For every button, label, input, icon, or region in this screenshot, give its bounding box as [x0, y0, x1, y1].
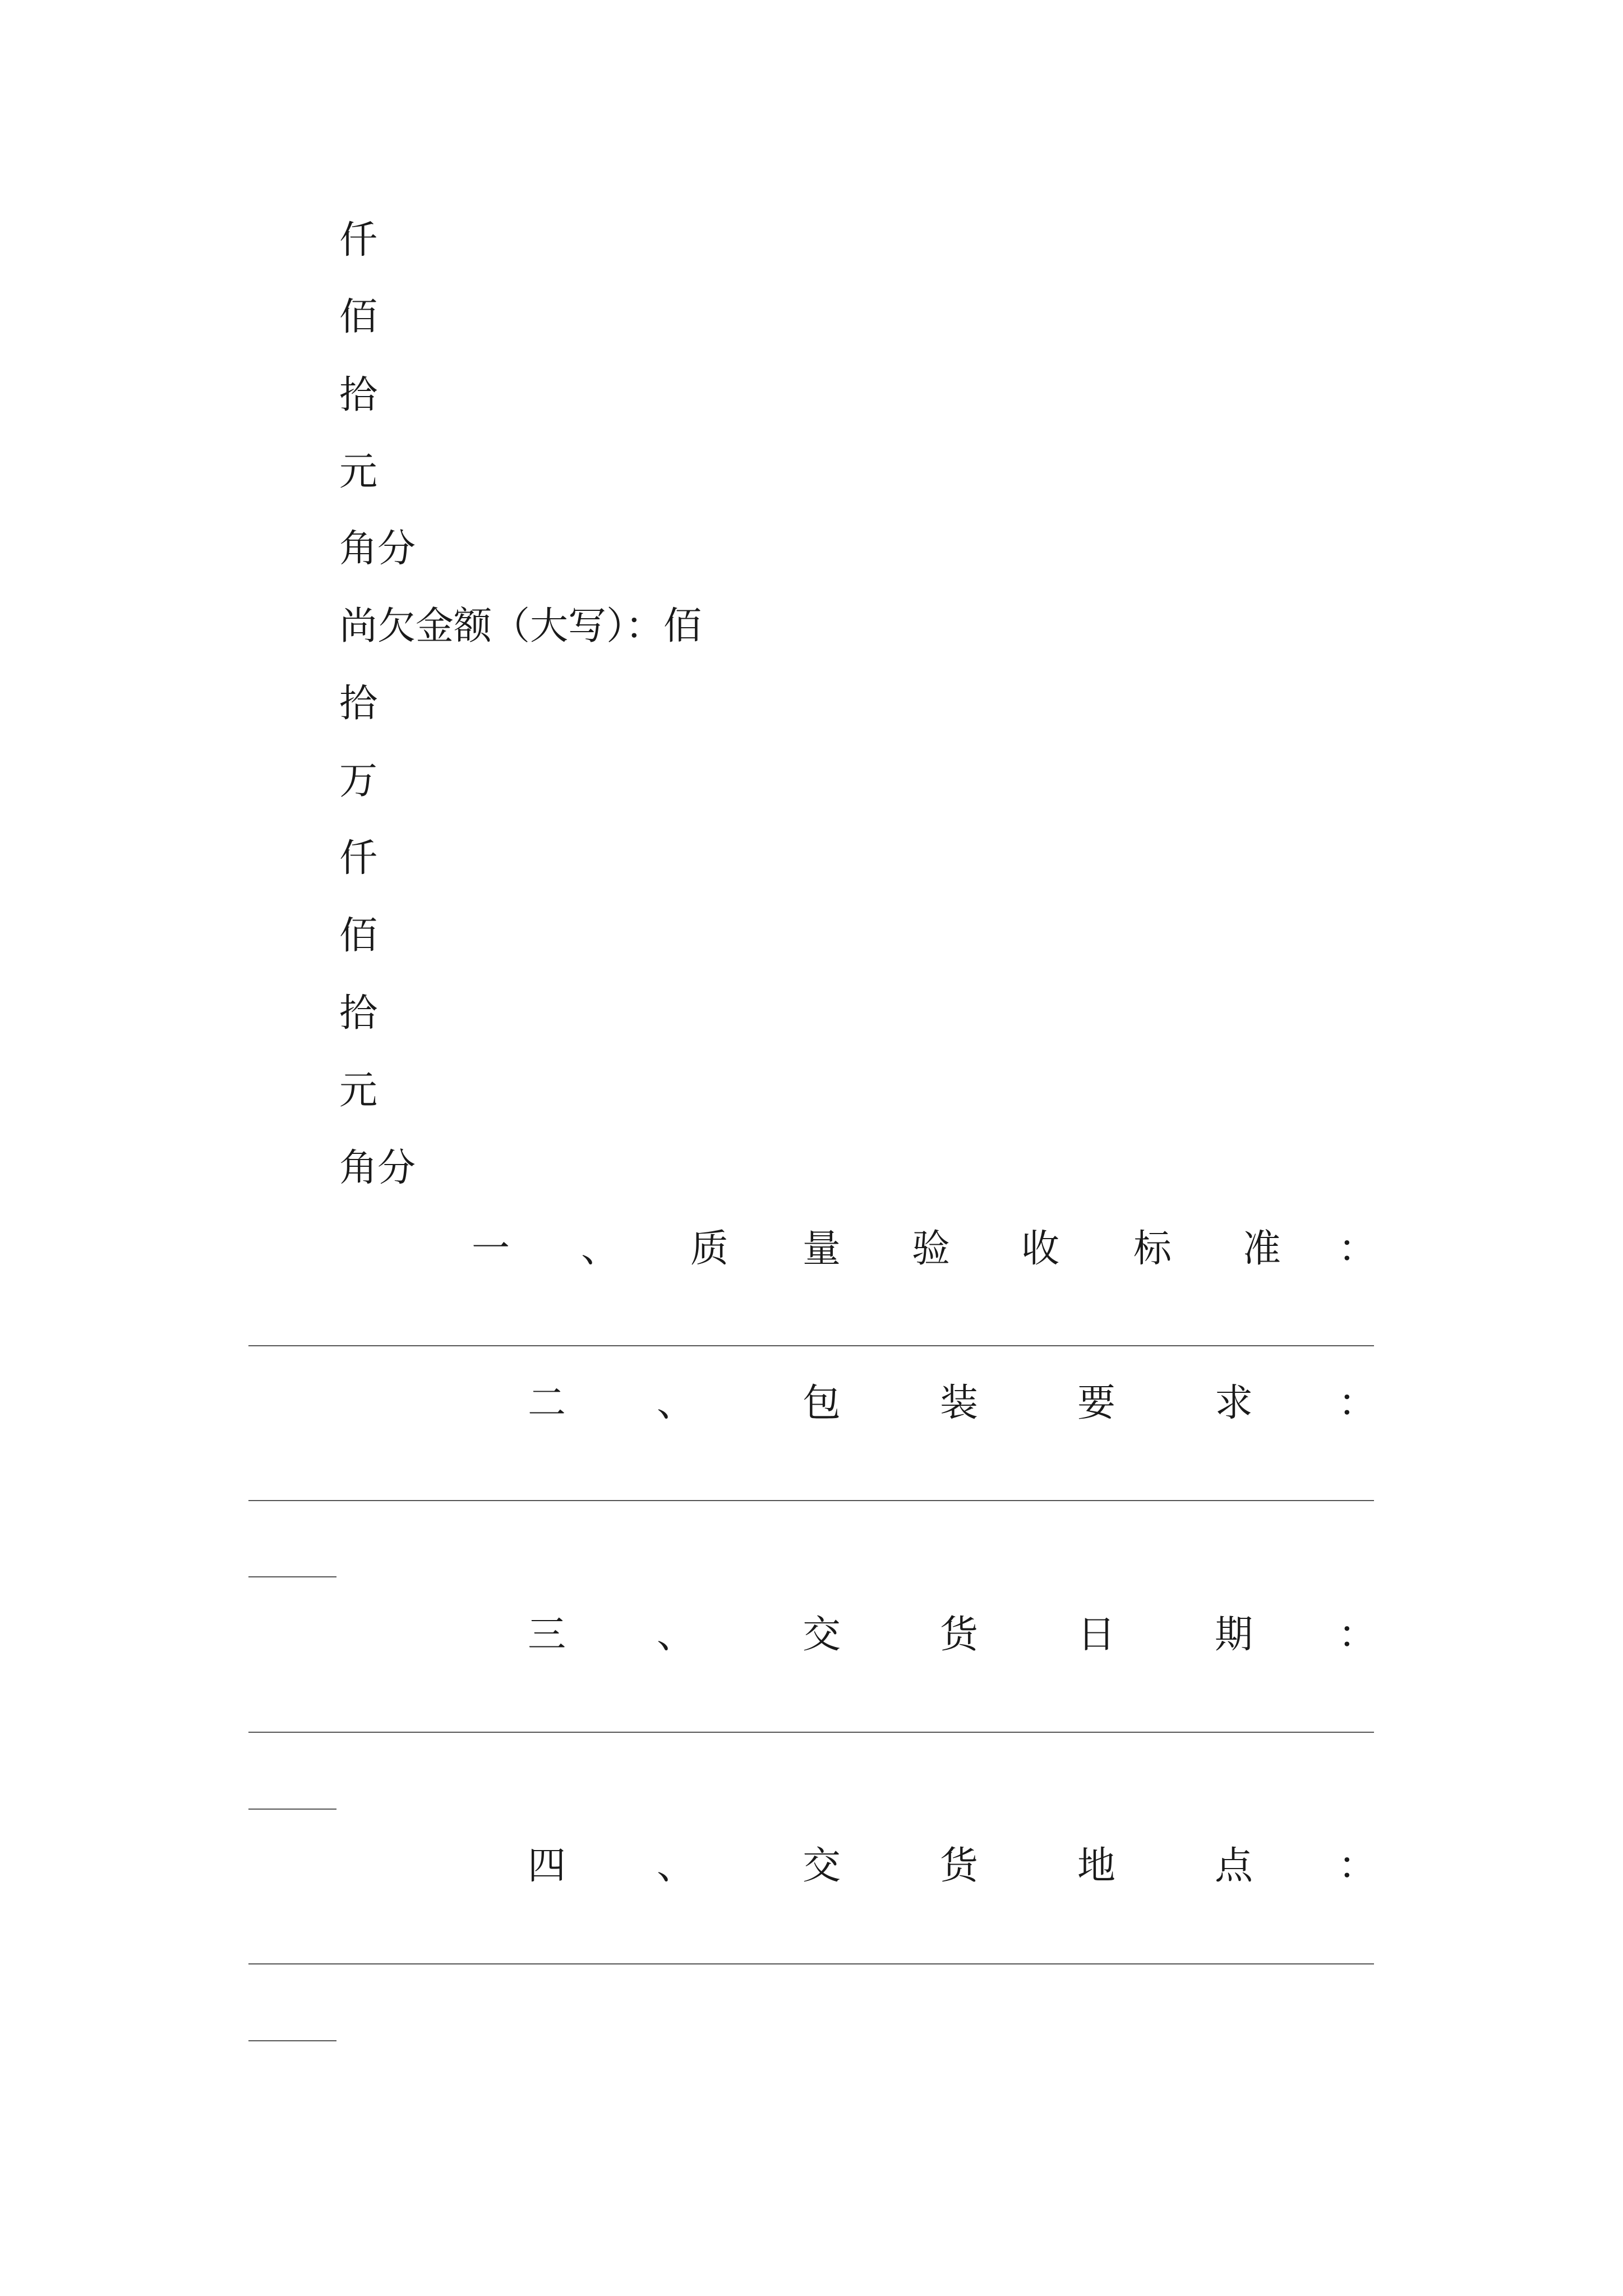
section-delivery-place-heading	[0, 1844, 1623, 1889]
heading-colon: ：	[1338, 1613, 1377, 1657]
owed-unit-qian: 仟	[339, 836, 378, 881]
owed-unit-shi: 拾	[339, 682, 378, 726]
amount-unit-qian: 仟	[339, 218, 378, 263]
heading-char: 货	[939, 1844, 979, 1888]
heading-char: 标	[1133, 1227, 1172, 1271]
owed-unit-wan: 万	[339, 759, 378, 803]
fill-in-line-continuation	[248, 2040, 336, 2041]
section-number: 三	[527, 1613, 566, 1657]
section-delivery-date-heading	[0, 1613, 1623, 1658]
fill-in-line	[248, 1732, 1374, 1733]
heading-char: 交	[802, 1844, 841, 1888]
heading-char: 装	[939, 1381, 979, 1425]
fill-in-line	[248, 1500, 1374, 1501]
heading-colon: ：	[1338, 1844, 1377, 1888]
heading-char: 准	[1242, 1227, 1281, 1271]
section-packaging-heading	[0, 1381, 1623, 1426]
fill-in-line	[248, 1345, 1374, 1346]
heading-char: 收	[1021, 1227, 1060, 1271]
section-separator: 、	[656, 1844, 695, 1888]
heading-char: 要	[1077, 1381, 1116, 1425]
owed-unit-bai: 佰	[339, 914, 378, 958]
heading-char: 验	[911, 1227, 951, 1271]
owed-unit-yuan: 元	[339, 1069, 378, 1113]
section-number: 四	[527, 1844, 566, 1888]
heading-char: 点	[1214, 1844, 1253, 1888]
heading-char: 货	[939, 1613, 979, 1657]
section-separator: 、	[656, 1613, 695, 1657]
fill-in-line-continuation	[248, 1809, 336, 1810]
heading-char: 期	[1214, 1613, 1253, 1657]
fill-in-line-continuation	[248, 1576, 336, 1577]
owed-unit-shi-2: 拾	[339, 991, 378, 1036]
heading-char: 质	[690, 1227, 729, 1271]
owed-amount-label: 尚欠金额（大写）：佰	[339, 604, 702, 648]
heading-char: 地	[1077, 1844, 1116, 1888]
heading-char: 量	[802, 1227, 841, 1271]
section-separator: 、	[580, 1227, 620, 1271]
heading-char: 包	[802, 1381, 841, 1425]
section-number: 一	[471, 1227, 510, 1271]
amount-unit-jiao-fen: 角分	[339, 527, 416, 571]
amount-unit-shi: 拾	[339, 373, 378, 417]
heading-colon: ：	[1338, 1227, 1377, 1271]
heading-char: 求	[1214, 1381, 1253, 1425]
section-number: 二	[527, 1381, 566, 1425]
section-separator: 、	[656, 1381, 695, 1425]
owed-unit-jiao-fen: 角分	[339, 1146, 416, 1190]
section-quality-heading	[0, 1227, 1623, 1272]
heading-char: 交	[802, 1613, 841, 1657]
heading-char: 日	[1077, 1613, 1116, 1657]
amount-unit-bai: 佰	[339, 295, 378, 339]
heading-colon: ：	[1338, 1381, 1377, 1425]
fill-in-line	[248, 1963, 1374, 1964]
amount-unit-yuan: 元	[339, 450, 378, 494]
